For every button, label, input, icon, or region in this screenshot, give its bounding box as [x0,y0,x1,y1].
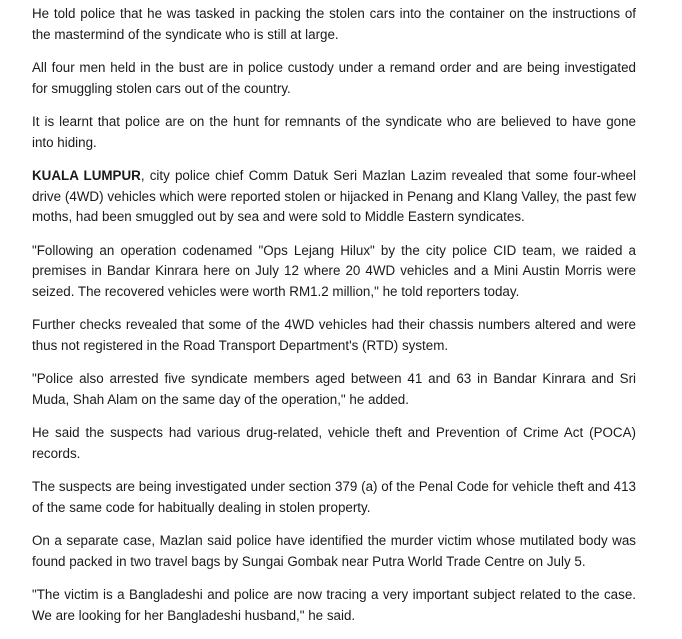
paragraph: The suspects are being investigated under section 379 (a) of the Penal Code for vehicle theft and 413 of the same code for habitually dealing in stolen property. [32,479,636,515]
paragraph: All four men held in the bust are in police custody under a remand order and are being investigated for smuggling stolen cars out of the country. [32,60,636,96]
dateline: KUALA LUMPUR [32,168,141,183]
article-body [32,4,636,639]
paragraph: "The victim is a Bangladeshi and police are now tracing a very important subject related to the case. We are looking for her Bangladeshi husband," he said. [32,587,636,623]
paragraph: He told police that he was tasked in packing the stolen cars into the container on the instructions of the mastermind of the syndicate who is still at large. [32,6,636,42]
paragraph-text: , city police chief Comm Datuk Seri Mazlan Lazim revealed that some four-wheel drive (4WD) vehicles which were reported stolen or hijacked in Penang and Klang Valley, the past few moths, had been smuggled out by sea and were sold to Middle Eastern syndicates. [32,168,636,224]
paragraph: Further checks revealed that some of the 4WD vehicles had their chassis numbers altered and were thus not registered in the Road Transport Department's (RTD) system. [32,317,636,353]
paragraph: On a separate case, Mazlan said police have identified the murder victim whose mutilated body was found packed in two travel bags by Sungai Gombak near Putra World Trade Centre on July 5. [32,533,636,569]
paragraph: It is learnt that police are on the hunt for remnants of the syndicate who are believed to have gone into hiding. [32,114,636,150]
paragraph: "Following an operation codenamed "Ops Lejang Hilux" by the city police CID team, we raided a premises in Bandar Kinrara here on July 12 where 20 4WD vehicles and a Mini Austin Morris were seized. The recovered vehicles were worth RM1.2 million," he told reporters today. [32,242,636,299]
paragraph: "Police also arrested five syndicate members aged between 41 and 63 in Bandar Kinrara and Sri Muda, Shah Alam on the same day of the operation," he added. [32,371,636,407]
paragraph [32,166,636,228]
paragraph: He said the suspects had various drug-related, vehicle theft and Prevention of Crime Act (POCA) records. [32,425,636,461]
